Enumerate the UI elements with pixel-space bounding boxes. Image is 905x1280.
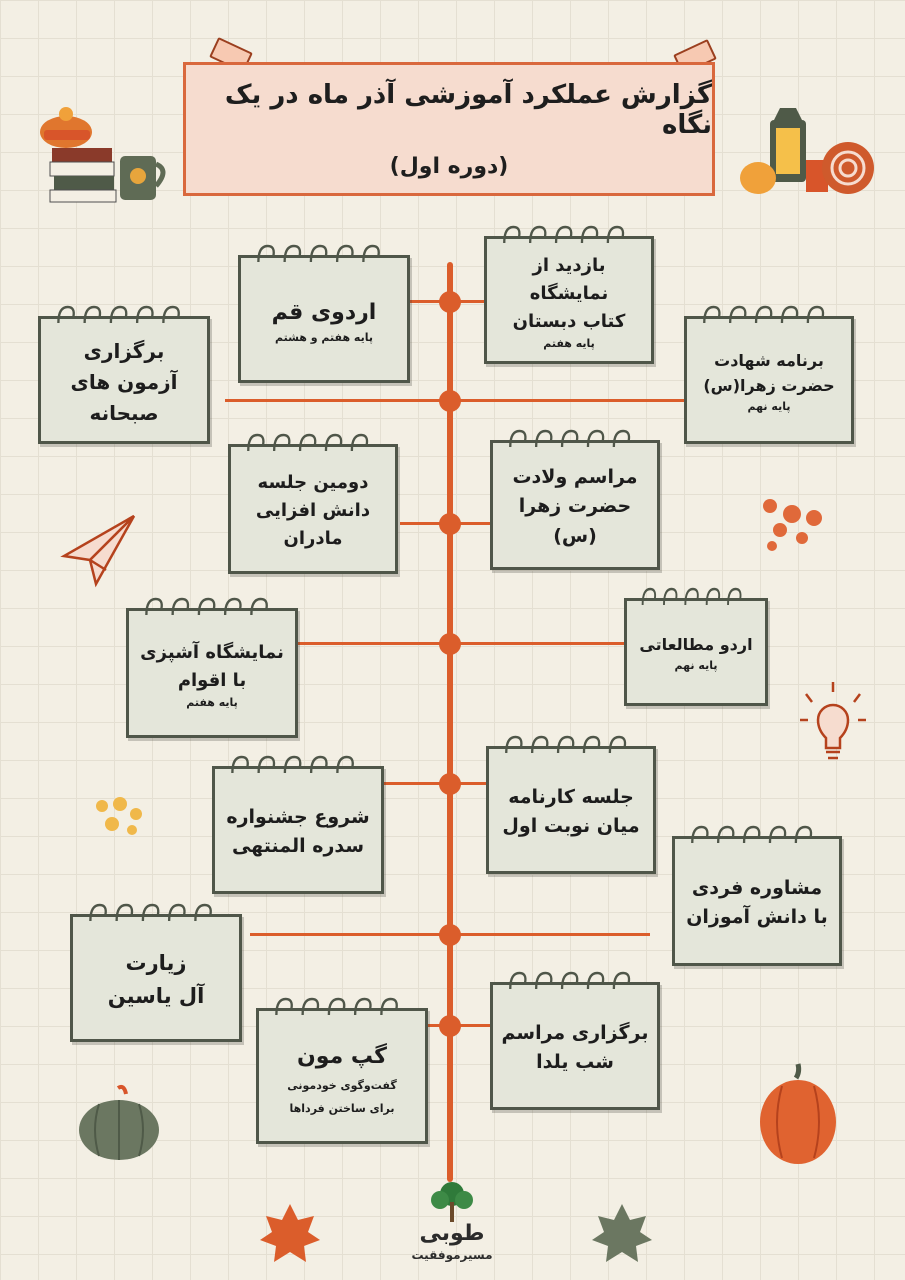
- title-banner: [183, 62, 715, 196]
- note-line: مراسم ولادت: [512, 465, 638, 488]
- note-line: میان نوبت اول: [502, 815, 640, 837]
- note-line: شروع جشنواره: [226, 805, 370, 828]
- timeline-dot: [439, 633, 461, 655]
- timeline-dot: [439, 513, 461, 535]
- orange-leaf-icon: [258, 1202, 322, 1264]
- note-line: گپ مون: [297, 1043, 387, 1069]
- lightbulb-icon: [798, 680, 868, 770]
- spiral-rings: [267, 995, 417, 1017]
- note-sub: پایه هفتم: [186, 695, 238, 709]
- note-study-trip: [624, 598, 768, 706]
- logo-name: طوبی: [419, 1221, 485, 1246]
- note-cooking-exhibition: [126, 608, 298, 738]
- note-gap-moon: [256, 1008, 428, 1144]
- note-sub: پایه نهم: [747, 399, 791, 413]
- note-line: با اقوام: [177, 669, 247, 691]
- note-line: با دانش آموزان: [686, 906, 828, 928]
- note-line: حضرت زهرا (س): [518, 495, 632, 547]
- note-line: اردوی قم: [271, 300, 377, 326]
- note-sub: برای ساختن فرداها: [289, 1101, 395, 1115]
- spiral-rings: [683, 823, 831, 845]
- note-line: بازدید از نمایشگاه: [529, 254, 609, 304]
- note-report-card: [486, 746, 656, 874]
- note-line: اردو مطالعاتی: [639, 635, 753, 655]
- note-sub: گفت‌وگوی خودمونی: [287, 1079, 397, 1093]
- note-birth-ceremony: [490, 440, 660, 570]
- note-ziarat: [70, 914, 242, 1042]
- green-pumpkin-icon: [74, 1084, 164, 1164]
- connector-line: [380, 782, 490, 785]
- note-line: برگزاری: [83, 338, 165, 363]
- spiral-rings: [495, 223, 643, 245]
- page-title: گزارش عملکرد آموزشی آذر ماه در یک نگاه: [224, 79, 712, 140]
- spiral-rings: [49, 303, 199, 325]
- page-subtitle: (دوره اول): [389, 153, 509, 179]
- lantern-pumpkin-icon: [740, 100, 880, 200]
- paper-plane-icon: [60, 512, 140, 588]
- orange-pumpkin-icon: [756, 1060, 840, 1166]
- note-sub: پایه هفتم و هشتم: [275, 331, 373, 345]
- note-line: سدره المنتهی: [231, 835, 365, 857]
- note-exhibition-visit: [484, 236, 654, 364]
- note-festival-start: [212, 766, 384, 894]
- note-line: آزمون های: [70, 369, 178, 394]
- note-mothers-session: [228, 444, 398, 574]
- note-morning-exams: [38, 316, 210, 444]
- note-sub: پایه هفتم: [543, 336, 595, 350]
- timeline-dot: [439, 390, 461, 412]
- dots-decoration-icon: [758, 494, 828, 554]
- note-line: حضرت زهرا(س): [703, 375, 835, 395]
- spiral-rings: [239, 431, 387, 453]
- note-line: دانش افزایی: [255, 500, 371, 522]
- note-qom-trip: [238, 255, 410, 383]
- timeline-dot: [439, 773, 461, 795]
- spiral-rings: [695, 303, 843, 325]
- books-mug-icon: [36, 104, 176, 204]
- note-line: برنامه شهادت: [714, 350, 824, 370]
- note-line: آل یاسین: [107, 984, 205, 1008]
- note-line: مادران: [283, 527, 343, 549]
- timeline-dot: [439, 1015, 461, 1037]
- note-line: برگزاری مراسم: [501, 1021, 649, 1044]
- note-individual-counseling: [672, 836, 842, 966]
- green-leaf-icon: [590, 1202, 654, 1264]
- note-yalda-night: [490, 982, 660, 1110]
- spiral-rings: [137, 595, 287, 617]
- note-sub: پایه نهم: [674, 659, 718, 673]
- note-line: شب یلدا: [536, 1051, 614, 1073]
- note-line: زیارت: [125, 951, 187, 976]
- note-line: کتاب دبستان: [512, 310, 626, 332]
- spiral-rings: [81, 901, 231, 923]
- tree-logo-icon: [426, 1180, 478, 1224]
- timeline-dot: [439, 924, 461, 946]
- note-line: نمایشگاه آشپزی: [140, 641, 284, 663]
- spiral-rings: [497, 733, 645, 755]
- spiral-rings: [249, 242, 399, 264]
- spiral-rings: [501, 427, 649, 449]
- spiral-rings: [223, 753, 373, 775]
- spiral-rings: [501, 969, 649, 991]
- note-line: جلسه کارنامه: [508, 785, 634, 808]
- yellow-dots-icon: [92, 796, 152, 838]
- note-line: دومین جلسه: [257, 472, 369, 494]
- logo-tagline: مسیرموفقیت: [411, 1248, 493, 1262]
- note-line: مشاوره فردی: [691, 876, 823, 899]
- spiral-rings: [635, 585, 757, 607]
- note-martyrdom-program: [684, 316, 854, 444]
- timeline-dot: [439, 291, 461, 313]
- note-line: صبحانه: [89, 400, 159, 425]
